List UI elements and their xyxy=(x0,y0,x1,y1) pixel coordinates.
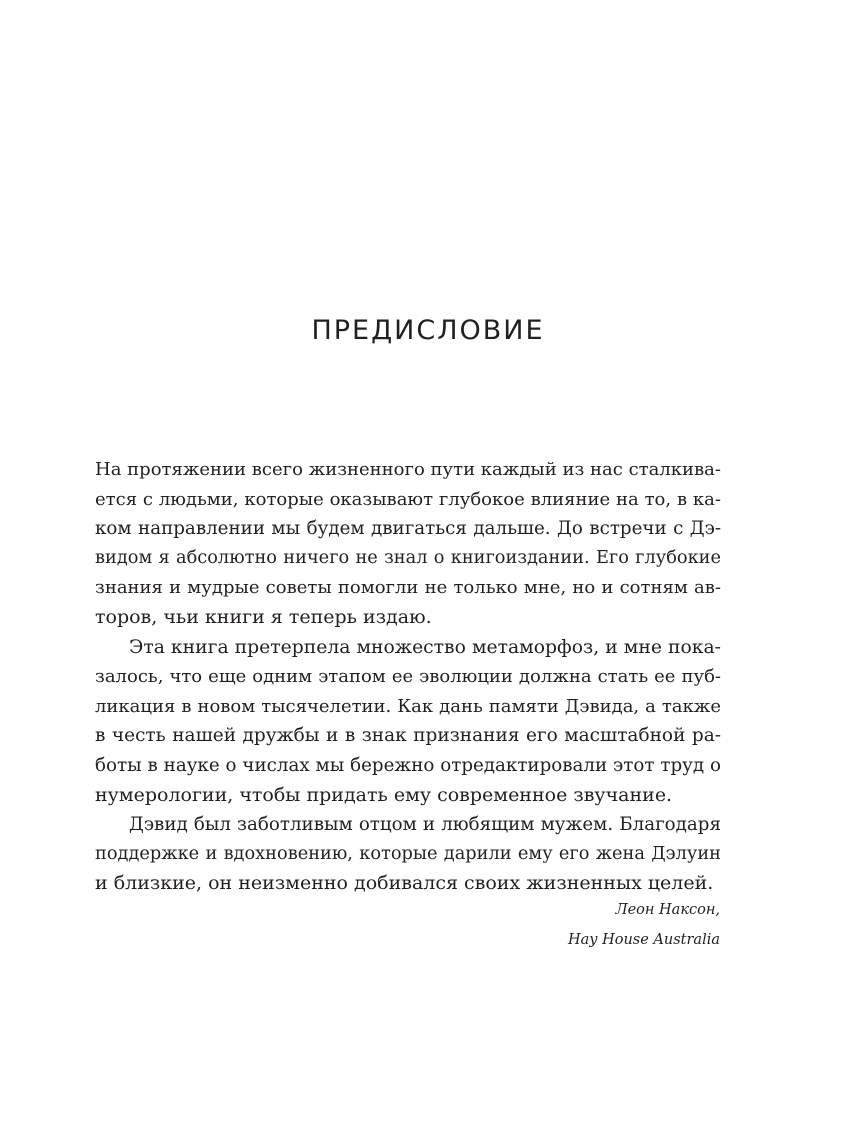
chapter-title: ПРЕДИСЛОВИЕ xyxy=(311,315,545,346)
paragraph-1-line-5: знания и мудрые советы помогли не только мне, но и сотням ав- xyxy=(95,577,721,599)
preface-body xyxy=(95,455,721,899)
paragraph-1-line-1: На протяжении всего жизненного пути каждый из нас сталкива- xyxy=(95,459,721,480)
paragraph-2-line-3: ликация в новом тысячелетии. Как дань памяти Дэвида, а также xyxy=(95,695,721,717)
paragraph-2-line-4: в честь нашей дружбы и в знак признания его масштабной ра- xyxy=(95,725,721,747)
paragraph-3-line-1: Дэвид был заботливым отцом и любящим мужем. Благодаря xyxy=(129,814,721,836)
paragraph-2-line-1: Эта книга претерпела множество метаморфоз, и мне пока- xyxy=(129,636,721,658)
signature-organization: Hay House Australia xyxy=(567,932,720,948)
paragraph-2-line-2: залось, что еще одним этапом ее эволюции должна стать ее пуб- xyxy=(95,666,721,688)
paragraph-2-line-6: нумерологии, чтобы придать ему современное звучание. xyxy=(95,783,673,806)
paragraph-2-line-5: боты в науке о числах мы бережно отредактировали этот труд о xyxy=(95,754,721,776)
paragraph-3-line-3: и близкие, он неизменно добивался своих жизненных целей. xyxy=(95,872,714,895)
paragraph-1-line-4: видом я абсолютно ничего не знал о книгоиздании. Его глубокие xyxy=(95,547,721,568)
paragraph-1-line-2: ется с людьми, которые оказывают глубокое влияние на то, в ка- xyxy=(95,488,721,510)
paragraph-1-line-6: торов, чьи книги я теперь издаю. xyxy=(95,605,432,628)
paragraph-3-line-2: поддержке и вдохновению, которые дарили ему его жена Дэлуин xyxy=(95,843,721,864)
signature-author: Леон Наксон, xyxy=(615,902,720,918)
paragraph-1-line-3: ком направлении мы будем двигаться дальше. До встречи с Дэ- xyxy=(95,518,721,540)
